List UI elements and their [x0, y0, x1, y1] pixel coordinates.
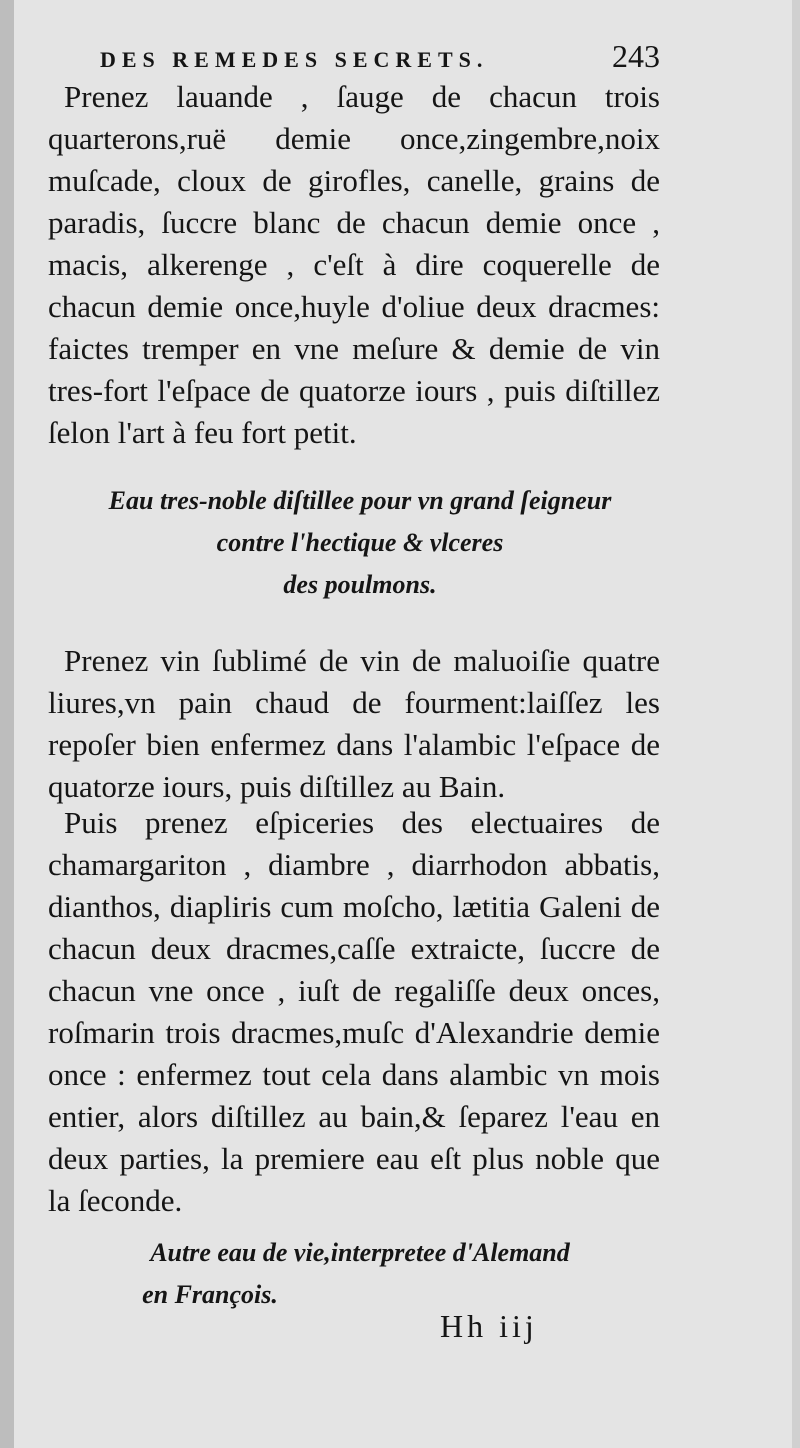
section-heading-1-line-2: contre l'hectique & vlceres	[216, 528, 504, 557]
section-heading-1-line-3: des poulmons.	[283, 570, 437, 599]
paragraph-text: Prenez vin ſublimé de vin de maluoiſie quatre liures,vn pain chaud de fourment:laiſſez les repoſer bien enfermez dans l'alambic l'eſpace de quatorze iours, puis diſtillez au Bain.	[48, 643, 660, 804]
page-edge	[792, 0, 800, 1448]
section-heading-1-line-1: Eau tres-noble diſtillee pour vn grand ſeigneur	[108, 486, 612, 515]
recipe-paragraph-3	[48, 802, 660, 1222]
page-gutter-shadow	[0, 0, 14, 1448]
signature-mark: Hh iij	[440, 1308, 538, 1344]
running-head	[100, 38, 660, 75]
paragraph-text: Puis prenez eſpiceries des electuaires de chamargariton , diambre , diarrhodon abbatis, dianthos, diapliris cum moſcho, lætitia Galeni de chacun deux dracmes,caſſe extraicte, ſuccre de chacun vne once , iuſt de regaliſſe deux onces, roſmarin trois dracmes,muſc d'Alexandrie demie once : enfermez tout cela dans alambic vn mois entier, alors diſtillez au bain,& ſeparez l'eau en deux parties, la premiere eau eſt plus noble que la ſeconde.	[48, 805, 660, 1218]
running-title: DES REMEDES SECRETS.	[100, 47, 489, 72]
recipe-paragraph-1	[48, 76, 660, 454]
recipe-paragraph-2	[48, 640, 660, 808]
page-number: 243	[612, 38, 660, 74]
section-heading-2-line-2: en François.	[142, 1280, 278, 1309]
section-heading-2-line-1: Autre eau de vie,interpretee d'Alemand	[150, 1238, 570, 1267]
paragraph-text: Prenez lauande , ſauge de chacun trois quarterons,ruë demie once,zingembre,noix muſcade, cloux de girofles, canelle, grains de paradis, ſuccre blanc de chacun demie once , macis, alkerenge , c'eſt à dire coquerelle de chacun demie once,huyle d'oliue deux dracmes: faictes tremper en vne meſure & demie de vin tres-fort l'eſpace de quatorze iours , puis diſtillez ſelon l'art à feu fort petit.	[48, 79, 660, 450]
